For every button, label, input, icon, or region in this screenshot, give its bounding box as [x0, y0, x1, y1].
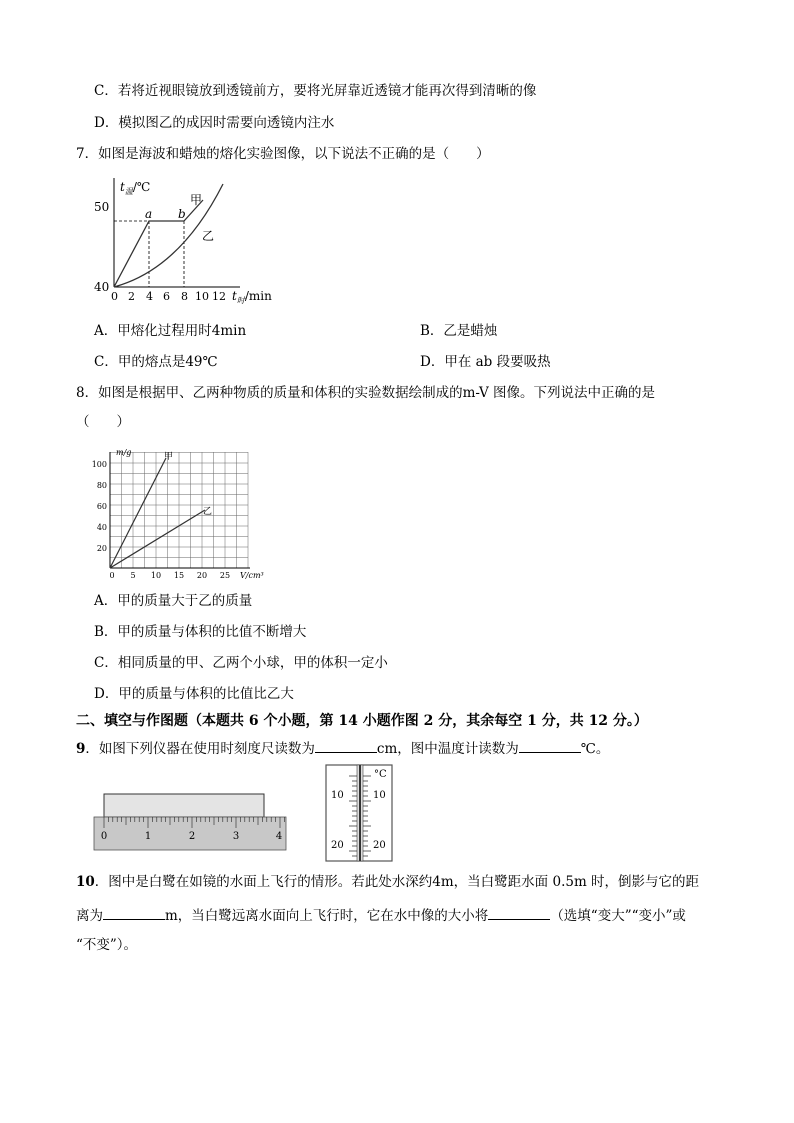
q10-line-2 — [76, 905, 686, 925]
mv-grid — [110, 452, 248, 568]
q9-blank-ruler[interactable] — [315, 738, 377, 753]
mv-x-tick: 10 — [150, 571, 162, 580]
ruler-figure — [92, 792, 292, 852]
melting-y-tick-50: 50 — [94, 200, 110, 214]
q10-text-2a: 离为 — [76, 908, 103, 924]
melting-y-tick-40: 40 — [94, 280, 110, 294]
melting-x-tick: 10 — [195, 290, 209, 303]
thermometer-liquid — [359, 765, 361, 861]
mv-x-tick: 0 — [109, 571, 115, 580]
measured-object — [104, 794, 264, 817]
q9-text-2: cm，图中温度计读数为 — [376, 741, 519, 757]
mv-y-tick: 20 — [96, 544, 107, 553]
q10-text-1: ．图中是白鹭在如镜的水面上飞行的情形。若此处水深约4m，当白鹭距水面 0.5m 时，倒影与它的距 — [94, 874, 700, 890]
ruler-number: 2 — [188, 831, 196, 842]
mv-y-label: m/g — [116, 448, 132, 457]
melting-x-tick: 0 — [111, 290, 118, 303]
line-jia-label: 甲 — [164, 452, 174, 462]
q8-option-c: C．相同质量的甲、乙两个小球，甲的体积一定小 — [94, 655, 388, 671]
mv-y-tick: 80 — [96, 481, 107, 490]
melting-x-tick: 12 — [212, 290, 226, 303]
curve-yi-label: 乙 — [202, 229, 215, 243]
q8-stem-paren: （ ） — [76, 414, 130, 430]
q10-number: 10 — [76, 874, 95, 890]
mv-x-tick: 20 — [196, 571, 208, 580]
melting-graph — [90, 174, 310, 304]
line-yi-label: 乙 — [203, 507, 213, 517]
q8-option-d: D．甲的质量与体积的比值比乙大 — [94, 686, 294, 702]
q7-option-b: B．乙是蜡烛 — [420, 323, 498, 339]
q9-text-3: ℃。 — [580, 741, 610, 757]
q8-stem: 8．如图是根据甲、乙两种物质的质量和体积的实验数据绘制成的m-V 图像。下列说法中正确的是 — [76, 385, 656, 401]
melting-x-tick: 6 — [163, 290, 170, 303]
q10-blank-size[interactable] — [488, 905, 550, 920]
curve-jia — [114, 200, 203, 287]
q9-stem — [76, 738, 609, 758]
melting-x-tick: 2 — [128, 290, 135, 303]
mv-y-ticks — [92, 460, 107, 553]
melting-x-label: $t_时/\min$ — [232, 289, 272, 304]
melting-y-label: $t_温/℃$ — [120, 180, 151, 196]
q10-blank-distance[interactable] — [103, 905, 165, 920]
melting-x-ticks — [111, 290, 226, 303]
q9-text-1: ．如图下列仪器在使用时刻度尺读数为 — [85, 741, 315, 757]
thermo-right-20: 20 — [373, 840, 386, 851]
q9-blank-thermometer[interactable] — [519, 738, 581, 753]
thermo-left-10: 10 — [331, 790, 344, 801]
thermo-left-20: 20 — [331, 840, 344, 851]
q7-option-d: D．甲在 ab 段要吸热 — [420, 354, 551, 370]
q10-text-2c: （选填“变大”“变小”或 — [550, 908, 686, 924]
mv-x-tick: 5 — [130, 571, 136, 580]
thermometer-figure — [325, 764, 395, 862]
q8-option-b: B．甲的质量与体积的比值不断增大 — [94, 624, 307, 640]
q6-option-d: D．模拟图乙的成因时需要向透镜内注水 — [94, 115, 335, 131]
point-a-label: a — [145, 207, 153, 221]
q7-option-c: C．甲的熔点是49℃ — [94, 354, 218, 370]
q6-option-c: C．若将近视眼镜放到透镜前方，要将光屏靠近透镜才能再次得到清晰的像 — [94, 83, 537, 99]
q10-text-2b: m，当白鹭远离水面向上飞行时，它在水中像的大小将 — [165, 908, 489, 924]
q7-stem: 7．如图是海波和蜡烛的熔化实验图像，以下说法不正确的是（ ） — [76, 146, 490, 162]
mv-x-ticks — [109, 571, 230, 580]
melting-x-tick: 8 — [181, 290, 188, 303]
q10-line-1 — [76, 873, 699, 891]
melting-x-tick: 4 — [146, 290, 153, 303]
mv-y-tick: 100 — [92, 460, 107, 469]
point-b-label: b — [178, 207, 186, 221]
thermo-unit: °C — [374, 769, 387, 780]
section-2-title: 二、填空与作图题（本题共 6 个小题，第 14 小题作图 2 分，其余每空 1 分，共 12 分。） — [76, 713, 648, 729]
q10-line-3: “不变”）。 — [76, 937, 138, 953]
mv-x-tick: 25 — [219, 571, 231, 580]
ruler-number: 3 — [232, 831, 240, 842]
thermo-right-10: 10 — [373, 790, 386, 801]
mv-y-tick: 40 — [96, 523, 107, 532]
curve-jia-label: 甲 — [190, 193, 203, 207]
ruler-number: 4 — [275, 831, 283, 842]
mass-volume-graph — [92, 446, 272, 581]
mv-y-tick: 60 — [96, 502, 107, 511]
q9-number: 9 — [76, 741, 86, 757]
mv-x-label: V/cm³ — [240, 571, 264, 580]
mv-x-tick: 15 — [173, 571, 185, 580]
ruler-number: 0 — [100, 831, 108, 842]
ruler-number: 1 — [144, 831, 152, 842]
q8-option-a: A．甲的质量大于乙的质量 — [94, 593, 253, 609]
q7-option-a: A．甲熔化过程用时4min — [94, 323, 247, 339]
